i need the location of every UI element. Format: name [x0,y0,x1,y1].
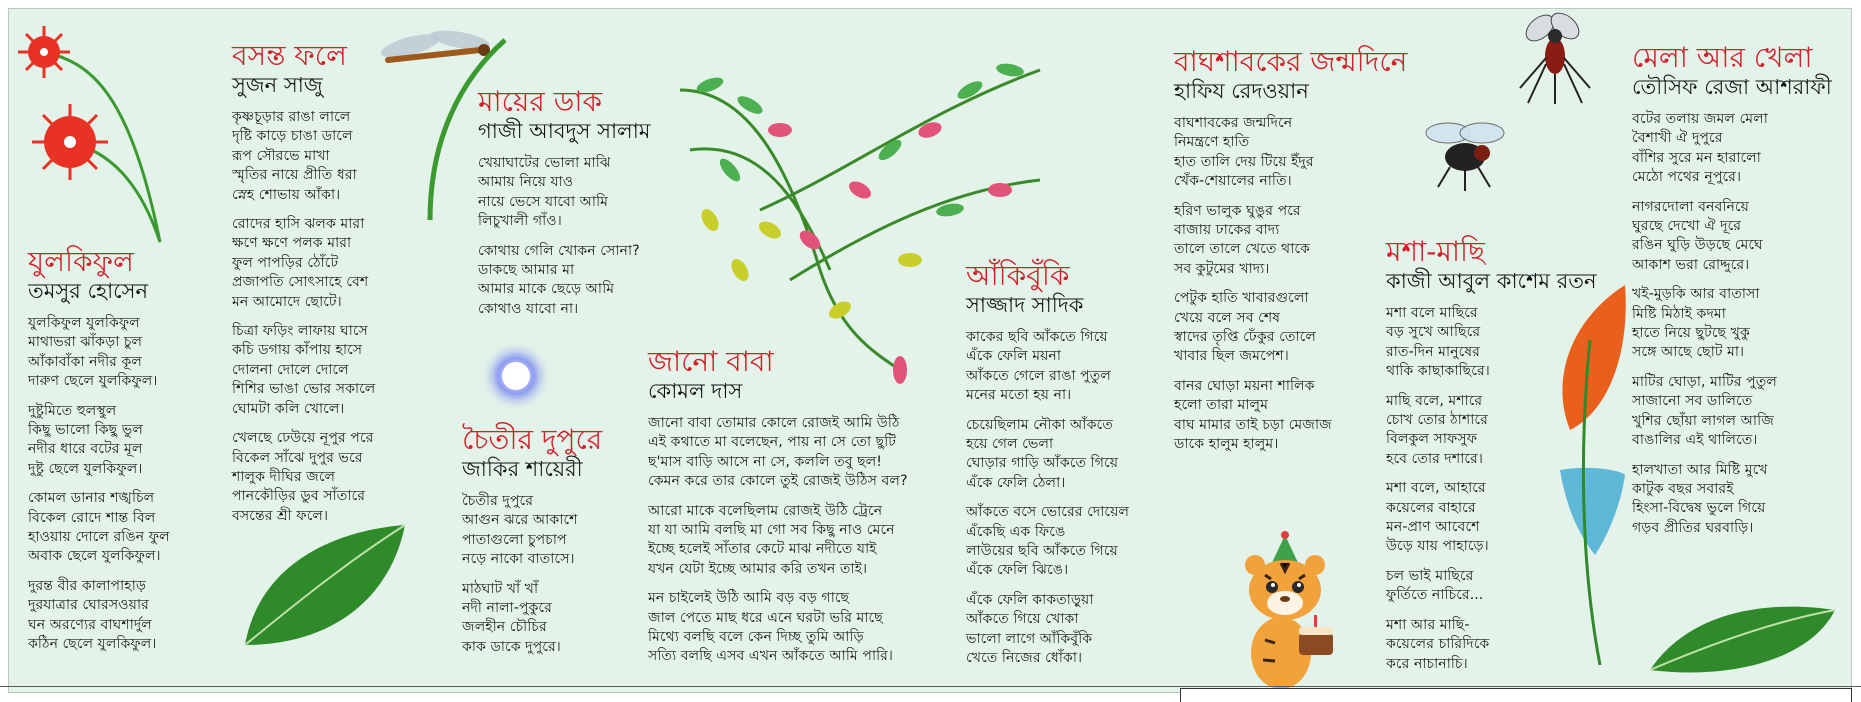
verse-line: বড় সুখে আছিরে [1386,324,1481,341]
verse-line: রূপ সৌরভে মাখা [232,147,330,164]
poem-title: মেলা আর খেলা [1632,41,1813,74]
verse-line: দুষ্টু ছেলে যুলকিফুল। [28,460,143,477]
verse-line: হাওয়ায় দোলে রঙিন ফুল [28,529,170,546]
poem-title: বসন্ত ফলে [232,39,347,72]
verse-line: কাটুক বছর সবারই [1632,480,1734,497]
verse-line: মাছি বলে, মশারে [1386,392,1483,409]
verse-line: কয়েলের চারিদিকে [1386,636,1490,653]
verse-line: বাঘ মামার তাই চড়া মেজাজ [1174,416,1332,433]
verse-line: সাজানো সব ডালিতে [1632,393,1753,410]
verse-line: ইচ্ছে হলেই সাঁতার কেটে মাঝ নদীতে যাই [648,541,877,558]
verse-line: সত্যি বলছি এসব এখন আঁকতে আমি পারি। [648,648,894,665]
verse-line: হবে তোর দশারে। [1386,450,1483,467]
stanza [966,328,1129,406]
verse-line: কঠিন ছেলে যুলকিফুল। [28,636,157,653]
verse-line: নড়ে নাকো বাতাসে। [462,551,575,568]
verse-line: খেতে নিজের ধোঁকা। [966,650,1083,667]
verse-line: লাউয়ের ছবি আঁকতে গিয়ে [966,543,1118,560]
stanza [1174,377,1407,455]
stanza [478,154,650,232]
verse-line: তালে তালে খেতে থাকে [1174,241,1310,258]
verse-line: হাতে নিয়ে ছুটছে খুকু [1632,325,1750,342]
poem-title: মায়ের ডাক [478,85,603,118]
stanza [648,414,908,492]
verse-line: খই-মুড়কি আর বাতাসা [1632,286,1760,303]
verse-line: এঁকে ফেলি ঝিঙে। [966,562,1069,579]
verse-line: মেঠো পথের নূপুরে। [1632,169,1742,186]
verse-line: থাকি কাছাকাছিরে। [1386,363,1490,380]
stanza [28,577,170,655]
verse-line: আমায় নিয়ে যাও [478,174,574,191]
verse-line: শালুক দীঘির জলে [232,468,336,485]
verse-line: বাঙালির এই থালিতে। [1632,432,1758,449]
sun-burst-icon [478,338,554,414]
stanza [232,215,375,312]
verse-line: রঙিন ঘুড়ি উড়ছে মেঘে [1632,237,1763,254]
stanza [232,322,375,419]
tiger-cub-icon [1225,535,1355,695]
verse-line: চৈতীর দুপুরে [462,493,534,509]
verse-line: যখন যেটা ইচ্ছে আমার করি তখন তাই। [648,560,868,577]
stanza [1386,479,1597,557]
poem-choitir-dupure [462,424,602,667]
verse-line: মাটির ঘোড়া, মাটির পুতুল [1632,373,1777,390]
stanza [232,429,375,526]
verse-line: স্বাদের তৃপ্তি ঢেঁকুর তোলে [1174,329,1316,346]
stanza [28,489,170,567]
verse-line: জলহীন চৌচির [462,619,547,636]
stanza [966,416,1129,494]
verse-line: চিত্রা ফড়িং লাফায় ঘাসে [232,323,368,340]
stanza [1386,567,1597,606]
verse-line: মনের মতো হয় না। [966,387,1072,404]
poem-mosha-machhi [1386,236,1597,684]
poem-author: তৌসিফ রেজা আশরাফী [1632,75,1832,99]
verse-line: বটের তলায় জমল মেলা [1632,111,1768,127]
verse-line: কাকের ছবি আঁকতে গিয়ে [966,329,1108,345]
verse-line: যা যা আমি বলছি মা গো সব কিছু নাও মেনে [648,522,895,539]
verse-line: নদীর ধারে বটের মূল [28,441,143,458]
verse-line: বাঁশির সুরে মন হারালো [1632,149,1761,166]
verse-line: বাজায় ঢাকের বাদ্য [1174,222,1280,239]
poem-author: কাজী আবুল কাশেম রতন [1386,269,1597,293]
poem-title: চৈতীর দুপুরে [462,423,603,456]
mosquito-icon [1510,8,1600,108]
leaf-icon [240,520,410,650]
verse-line: হালখাতা আর মিষ্টি মুখে [1632,461,1768,478]
verse-line: বাঘশাবকের জন্মদিনে [1174,115,1293,131]
verse-line: এঁকে ফেলি কাকতাড়ুয়া [966,591,1094,608]
stanza [1632,285,1832,363]
verse-line: হরিণ ভালুক ঘুঙুর পরে [1174,202,1301,219]
stanza [1386,616,1597,674]
verse-line: এঁকেছি এক ফিঙে [966,523,1066,540]
verse-line: প্রজাপতি সোৎসাহে বেশ [232,274,369,291]
verse-line: ঘোমটা কলি খোলে। [232,400,345,417]
verse-line: আকাশ ভরা রোদ্দুরে। [1632,256,1750,273]
housefly-icon [1420,115,1510,195]
verse-line: আরো মাকে বলেছিলাম রোজই উঠি ট্রেনে [648,502,883,519]
footer-box [1180,688,1852,702]
verse-line: দৃষ্টি কাড়ে চাঙা ডালে [232,128,353,145]
verse-line: দুষ্টুমিতে হুলস্থুল [28,402,117,419]
poem-author: কোমল দাস [648,379,743,403]
verse-line: হলো তারা মালুম [1174,397,1268,414]
red-flower-icon [10,12,180,262]
verse-line: খেয়াঘাটের ভোলা মাঝি [478,155,611,171]
verse-line: এঁকে ফেলি ময়না [966,348,1062,365]
verse-line: বৈশাখী ঐ দুপুরে [1632,130,1723,147]
verse-line: ক্ষণে ক্ষণে পলক মারা [232,235,352,252]
verse-line: আঁকতে বসে ভোরের দোয়েল [966,504,1130,521]
stanza [966,503,1129,581]
verse-line: কোথায় গেলি খোকন সোনা? [478,242,640,259]
verse-line: বিকেল সাঁঝে দুপুর ভরে [232,449,363,466]
verse-line: কাক ডাকে দুপুরে। [462,638,561,655]
verse-line: জাল পেতে মাছ ধরে এনে ঘরটা ভরি মাছে [648,609,883,626]
verse-line: রোদের হাসি ঝলক মারা [232,216,365,233]
verse-line: কৃষ্ণচূড়ার রাঙা লালে [232,109,351,125]
verse-line: খাবার ছিল জমপেশ। [1174,348,1289,365]
verse-line: আঁকাবাঁকা নদীর কূল [28,353,142,370]
verse-line: সঙ্গে আছে ছোট মা। [1632,344,1745,361]
verse-line: কোথাও যাবো না। [478,300,579,317]
verse-line: খেয়ে বলে সব শেষ [1174,309,1281,326]
poem-bosonto-fole [232,40,375,536]
poem-baghshaboker-jonmodine [1174,46,1407,465]
stanza [232,108,375,205]
verse-line: অবাক ছেলে যুলকিফুল। [28,548,161,565]
verse-line: নিমন্ত্রণে হাতি [1174,134,1250,151]
verse-line: আঁকতে গিয়ে খোকা [966,611,1079,628]
verse-line: ডাকছে আমার মা [478,262,575,279]
stanza [966,591,1129,669]
verse-line: মশা বলে, আহারে [1386,480,1486,497]
stanza [1174,289,1407,367]
verse-line: নাগরদোলা বনবনিয়ে [1632,198,1749,215]
verse-line: হাত তালি দেয় টিয়ে ইঁদুর [1174,153,1314,170]
verse-line: রাত-দিন মানুষের [1386,343,1480,360]
poem-author: গাজী আবদুস সালাম [478,119,651,143]
verse-line: ভালো লাগে আঁকিবুঁকি [966,630,1093,647]
leaf-icon [1640,590,1840,680]
verse-line: কিছু ভালো কিছু ভুল [28,422,143,439]
poem-author: সাজ্জাদ সাদিক [966,293,1084,317]
poem-akibuki [966,260,1129,679]
verse-line: মাঠঘাট খাঁ খাঁ [462,580,539,597]
stanza [648,502,908,580]
verse-line: উড়ে যায় পাহাড়ে। [1386,538,1489,555]
verse-line: এঁকে ফেলি ঠেলা। [966,474,1066,491]
poem-author: হাফিয রেদওয়ান [1174,79,1309,103]
stanza [1632,461,1832,539]
verse-line: মন-প্রাণ আবেশে [1386,519,1480,536]
stanza [1386,392,1597,470]
verse-line: নায়ে ভেসে যাবো আমি [478,193,609,210]
verse-line: বানর ঘোড়া ময়না শালিক [1174,377,1315,394]
verse-line: কোমল ডানার শঙ্খচিল [28,490,155,507]
verse-line: বিলকুল সাফসুফ [1386,431,1478,448]
verse-line: স্নেহ শোভায় আঁকা। [232,186,341,203]
verse-line: চেয়েছিলাম নৌকা আঁকতে [966,416,1113,433]
verse-line: পাতাগুলো চুপচাপ [462,531,567,548]
verse-line: শিশির ভাঙা ভোর সকালে [232,381,376,398]
verse-line: ফুর্তিতে নাচিরে... [1386,587,1484,604]
verse-line: জানো বাবা তোমার কোলে রোজই আমি উঠি [648,415,900,431]
stanza [1632,110,1832,188]
verse-line: বসন্তের শ্রী ফলে। [232,507,329,524]
verse-line: মিথ্যে বলছি বলে কেন দিচ্ছ তুমি আড়ি [648,629,864,646]
stanza [462,580,602,658]
poem-title: বাঘশাবকের জন্মদিনে [1174,45,1408,78]
verse-line: দুরযাত্রার ঘোরসওয়ার [28,597,149,614]
poem-author: জাকির শায়েরী [462,457,583,481]
verse-line: চল ভাই মাছিরে [1386,567,1474,584]
verse-line: ঘন অরণ্যের বাঘশার্দুল [28,616,152,633]
verse-line: মশা বলে মাছিরে [1386,305,1478,321]
poem-title: জানো বাবা [648,345,774,378]
verse-line: পেটুক হাতি খাবারগুলো [1174,290,1309,307]
stanza [462,492,602,570]
verse-line: কয়েলের বাহারে [1386,499,1476,516]
verse-line: এই কথাতে মা বলেছেন, পায় না সে তো ছুটি [648,434,896,451]
verse-line: দারুণ ছেলে যুলকিফুল। [28,373,158,390]
poem-author: তমসুর হোসেন [28,279,149,303]
stanza [1386,304,1597,382]
verse-line: ঘোড়ার গাড়ি আঁকতে গিয়ে [966,455,1119,472]
verse-line: খেঁক-শেয়ালের নাতি। [1174,173,1292,190]
verse-line: দোলনা দোলে দোলে [232,361,349,378]
verse-line: ঘুরছে দেখো ঐ দূরে [1632,218,1742,235]
verse-line: খুশির ছোঁয়া লাগল আজি [1632,412,1774,429]
verse-line: কচি ডগায় কাঁপায় হাসে [232,342,363,359]
poem-mayer-dak [478,86,650,329]
poem-mela-ar-khela [1632,42,1832,548]
stanza [478,242,650,320]
verse-line: করে নাচানাচি। [1386,655,1468,672]
verse-line: হয়ে গেল ভেলা [966,436,1054,453]
verse-line: ডাকে হালুম হালুম। [1174,436,1279,453]
verse-line: আগুন ঝরে আকাশে [462,512,578,529]
verse-line: দুরন্ত বীর কালাপাহাড় [28,577,146,594]
stanza [28,402,170,480]
verse-line: মন আমোদে ছোটে। [232,293,342,310]
stanza [1174,114,1407,192]
page-bottom-rule [0,686,1861,687]
verse-line: আমার মাকে ছেড়ে আমি [478,281,615,298]
verse-line: সব কুটুমের খাদ্য। [1174,260,1270,277]
verse-line: মন চাইলেই উঠি আমি বড় বড় গাছে [648,590,850,607]
poem-author: সুজন সাজু [232,73,323,97]
verse-line: ছ'মাস বাড়ি আসে না সে, কললি তবু ছল! [648,453,882,470]
stanza [28,314,170,392]
verse-line: চোখ তোর ঠাশারে [1386,412,1488,429]
verse-line: আঁকতে গেলে রাঙা পুতুল [966,367,1111,384]
verse-line: মশা আর মাছি- [1386,616,1470,633]
verse-line: খেলছে ঢেউয়ে নূপুর পরে [232,430,374,447]
poem-title: যুলকিফুল [28,245,134,278]
verse-line: মাথাভরা ঝাঁকড়া চুল [28,334,143,351]
poem-title: আঁকিবুঁকি [966,259,1070,292]
verse-line: কেমন করে তার কোলে তুই রোজই উঠিস বল? [648,473,908,490]
verse-line: পানকৌড়ির ডুব সাঁতারে [232,488,365,505]
verse-line: লিচুখালী গাঁও। [478,213,562,230]
poem-zulkifool [28,246,170,665]
stanza [648,589,908,667]
stanza [1632,373,1832,451]
verse-line: হিংসা-বিদ্বেষ ভুলে গিয়ে [1632,500,1766,517]
verse-line: যুলকিফুল যুলকিফুল [28,315,140,331]
verse-line: বিকেল রোদে শান্ত বিল [28,509,156,526]
verse-line: নদী নালা-পুকুরে [462,600,552,617]
verse-line: ফুল পাপড়ির ঠোঁটে [232,254,339,271]
poem-jano-baba [648,346,908,677]
poem-title: মশা-মাছি [1386,235,1485,268]
stanza [1174,202,1407,280]
verse-line: স্মৃতির নায়ে প্রীতি ধরা [232,167,357,184]
verse-line: মিষ্টি মিঠাই কদমা [1632,305,1726,322]
stanza [1632,198,1832,276]
verse-line: গড়ব প্রীতির ঘরবাড়ি। [1632,519,1754,536]
